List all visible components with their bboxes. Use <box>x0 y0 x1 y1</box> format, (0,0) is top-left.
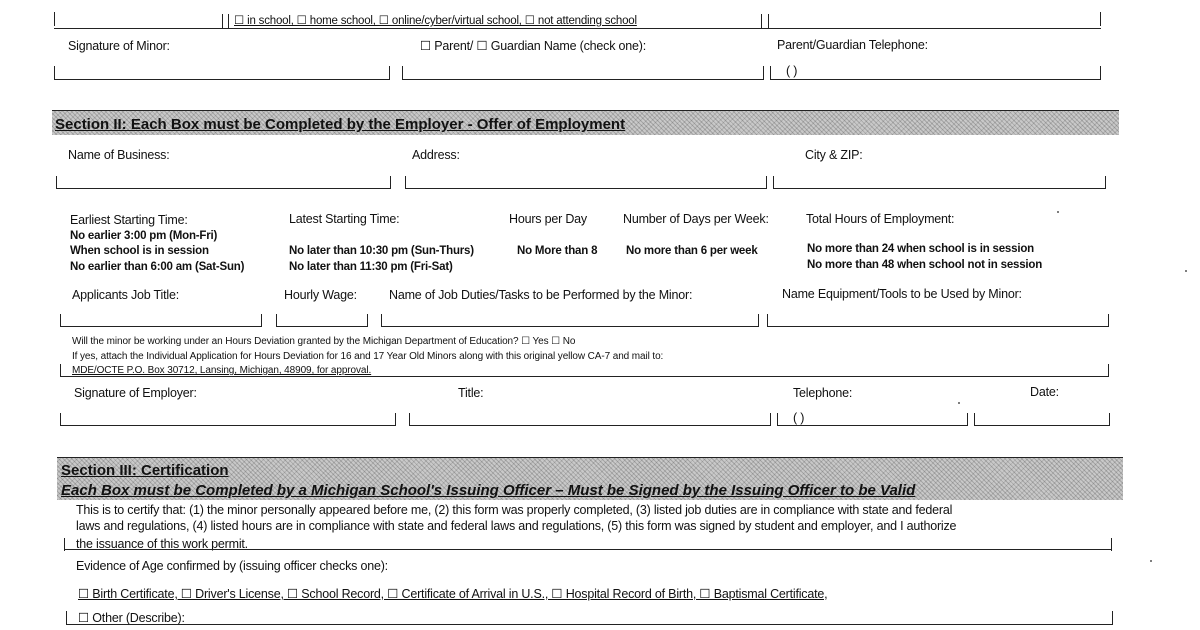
scan-speck <box>1150 560 1152 562</box>
signature-minor-field[interactable] <box>54 79 390 80</box>
field-border <box>60 364 61 376</box>
field-border <box>766 176 767 189</box>
field-border <box>1100 66 1101 80</box>
section-3-subtitle: Each Box must be Completed by a Michigan School's Issuing Officer – Must be Signed by the Issuing Officer to be Valid <box>61 482 916 499</box>
section-3-top-rule <box>57 457 1123 458</box>
field-border <box>261 314 262 327</box>
field-border <box>770 66 771 80</box>
parent-phone-field[interactable] <box>770 79 1100 80</box>
job-duties-field[interactable] <box>381 326 759 327</box>
total-hours-rule-1: No more than 24 when school is in session <box>807 243 1034 255</box>
city-zip-label: City & ZIP: <box>805 148 863 162</box>
hourly-wage-field[interactable] <box>276 326 368 327</box>
parent-telephone-label: Parent/Guardian Telephone: <box>777 38 928 52</box>
section-3-title: Section III: Certification <box>61 462 229 479</box>
scan-speck <box>1185 270 1187 272</box>
field-border <box>1108 314 1109 327</box>
employer-title-label: Title: <box>458 386 484 400</box>
field-border <box>761 14 762 28</box>
field-border <box>402 66 403 80</box>
hours-per-day-label: Hours per Day <box>509 212 587 226</box>
field-border <box>389 66 390 80</box>
field-border-right <box>1100 12 1101 26</box>
latest-rule-2: No later than 11:30 pm (Fri-Sat) <box>289 261 453 273</box>
field-border <box>228 14 229 28</box>
parent-name-field[interactable] <box>402 79 764 80</box>
scan-speck <box>958 402 960 404</box>
latest-rule-1: No later than 10:30 pm (Sun-Thurs) <box>289 245 474 257</box>
field-border <box>390 176 391 189</box>
city-zip-field[interactable] <box>773 188 1106 189</box>
employer-signature-field[interactable] <box>60 425 396 426</box>
school-status-options[interactable]: ☐ in school, ☐ home school, ☐ online/cyber/virtual school, ☐ not attending school <box>234 15 637 27</box>
field-border <box>66 611 67 625</box>
latest-start-label: Latest Starting Time: <box>289 212 400 226</box>
scan-speck <box>1057 211 1059 213</box>
field-border <box>1105 176 1106 189</box>
other-describe-option[interactable]: ☐ Other (Describe): <box>78 611 185 625</box>
signature-employer-label: Signature of Employer: <box>74 386 197 400</box>
earliest-rule-2: When school is in session <box>70 245 209 257</box>
field-border <box>1109 413 1110 426</box>
days-per-week-label: Number of Days per Week: <box>623 212 769 226</box>
parent-guardian-label[interactable]: ☐ Parent/ ☐ Guardian Name (check one): <box>420 39 647 53</box>
name-of-business-label: Name of Business: <box>68 148 170 162</box>
business-name-field[interactable] <box>56 188 391 189</box>
earliest-rule-3: No earlier than 6:00 am (Sat-Sun) <box>70 261 245 273</box>
earliest-rule-1: No earlier 3:00 pm (Mon-Fri) <box>70 230 218 242</box>
field-border <box>1108 364 1109 376</box>
field-underline <box>54 28 1101 29</box>
employer-phone-parens: ( ) <box>793 411 805 425</box>
other-describe-field[interactable] <box>66 624 1113 625</box>
deviation-underline <box>60 376 1109 377</box>
field-border <box>967 413 968 426</box>
field-border <box>395 413 396 426</box>
employer-phone-field[interactable] <box>777 425 968 426</box>
date-label: Date: <box>1030 385 1059 399</box>
section-2-title: Section II: Each Box must be Completed by the Employer - Offer of Employment <box>55 116 626 133</box>
job-title-field[interactable] <box>60 326 262 327</box>
hours-deviation-attach: If yes, attach the Individual Application for Hours Deviation for 16 and 17 Year Old Minors along with this original yellow CA-7 and mail to: <box>72 351 664 362</box>
field-border <box>768 14 769 28</box>
certification-underline <box>64 549 1112 550</box>
field-border <box>54 66 55 80</box>
date-field[interactable] <box>974 425 1110 426</box>
employer-telephone-label: Telephone: <box>793 386 853 400</box>
signature-of-minor-label: Signature of Minor: <box>68 39 170 53</box>
earliest-start-label: Earliest Starting Time: <box>70 213 188 227</box>
field-border <box>367 314 368 327</box>
field-border-left <box>54 12 55 26</box>
evidence-of-age-label: Evidence of Age confirmed by (issuing officer checks one): <box>76 559 388 573</box>
field-border <box>758 314 759 327</box>
total-hours-rule-2: No more than 48 when school not in session <box>807 259 1043 271</box>
field-border <box>770 413 771 426</box>
hours-deviation-question[interactable]: Will the minor be working under an Hours Deviation granted by the Michigan Department of Education? ☐ Yes ☐ No <box>72 336 576 347</box>
phone-parens: ( ) <box>786 64 798 78</box>
field-border <box>222 14 223 28</box>
mailing-address: MDE/OCTE P.O. Box 30712, Lansing, Michigan, 48909, for approval. <box>72 365 372 376</box>
employer-title-field[interactable] <box>409 425 771 426</box>
total-hours-label: Total Hours of Employment: <box>806 212 955 226</box>
field-border <box>763 66 764 80</box>
evidence-options[interactable]: ☐ Birth Certificate, ☐ Driver's License, ☐ School Record, ☐ Certificate of Arrival in U.S., ☐ Hospital Record of Birth, ☐ Baptismal Certificate, <box>78 587 828 601</box>
certification-text-2: laws and regulations, (4) listed hours are in compliance with state and federal laws and regulations, (5) this form was signed by student and employer, and I authorize <box>76 519 957 533</box>
job-title-label: Applicants Job Title: <box>72 288 179 302</box>
field-border <box>1112 611 1113 625</box>
address-label: Address: <box>412 148 460 162</box>
job-duties-label: Name of Job Duties/Tasks to be Performed by the Minor: <box>389 288 693 302</box>
hourly-wage-label: Hourly Wage: <box>284 288 357 302</box>
field-border <box>1111 538 1112 551</box>
equipment-field[interactable] <box>767 326 1109 327</box>
certification-text-1: This is to certify that: (1) the minor personally appeared before me, (2) this form was properly completed, (3) listed job duties are in compliance with state and federal <box>76 503 953 517</box>
section-2-top-rule <box>52 110 1119 111</box>
equipment-label: Name Equipment/Tools to be Used by Minor: <box>782 287 1022 301</box>
days-per-week-rule: No more than 6 per week <box>626 245 758 257</box>
certification-text-3: the issuance of this work permit. <box>76 537 248 551</box>
hours-per-day-rule: No More than 8 <box>517 245 598 257</box>
business-address-field[interactable] <box>405 188 767 189</box>
